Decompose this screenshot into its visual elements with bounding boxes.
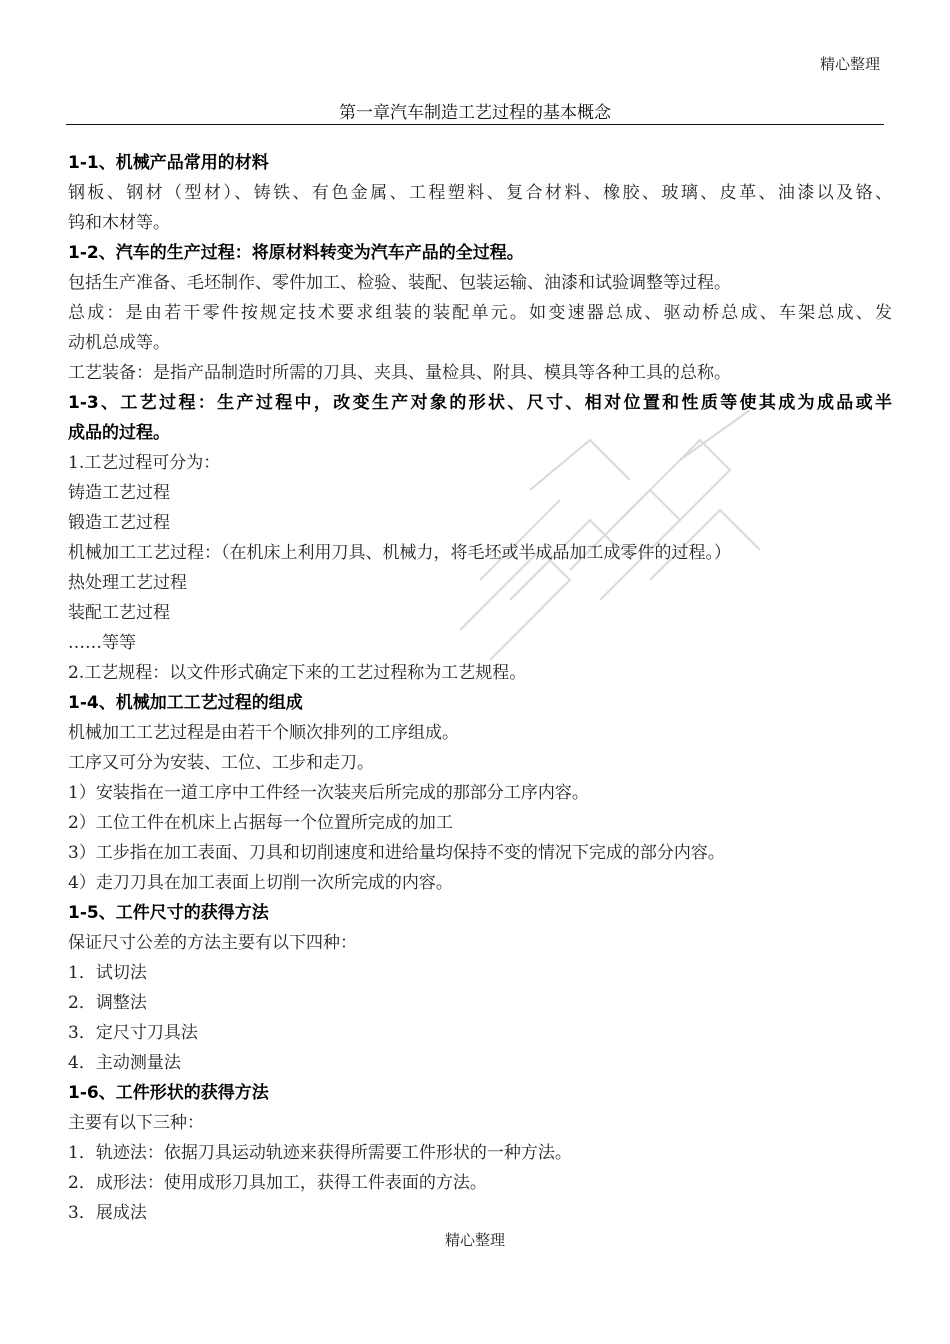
paragraph-line: 机械加工工艺过程是由若干个顺次排列的工序组成。 [68, 723, 459, 743]
paragraph-line: 主要有以下三种： [68, 1113, 204, 1133]
list-item: 锻造工艺过程 [68, 513, 170, 533]
section-heading-1-3: 1-3、工艺过程：生产过程中，改变生产对象的形状、尺寸、相对位置和性质等使其成为成品或半 [68, 393, 892, 413]
paragraph-line: 包括生产准备、毛坯制作、零件加工、检验、装配、包装运输、油漆和试验调整等过程。 [68, 273, 731, 293]
list-item: 3）工步指在加工表面、刀具和切削速度和进给量均保持不变的情况下完成的部分内容。 [68, 843, 725, 863]
list-item: 1．轨迹法：依据刀具运动轨迹来获得所需要工件形状的一种方法。 [68, 1143, 572, 1163]
list-item: 2．调整法 [68, 993, 147, 1013]
section-heading-1-2: 1-2、汽车的生产过程：将原材料转变为汽车产品的全过程。 [68, 243, 524, 263]
paragraph-line: 1.工艺过程可分为： [68, 453, 221, 473]
paragraph-line: 2.工艺规程：以文件形式确定下来的工艺过程称为工艺规程。 [68, 663, 527, 683]
list-item: 装配工艺过程 [68, 603, 170, 623]
list-item: 3．展成法 [68, 1203, 147, 1223]
paragraph-line: 工序又可分为安装、工位、工步和走刀。 [68, 753, 374, 773]
list-item: 热处理工艺过程 [68, 573, 187, 593]
paragraph-line: 工艺装备：是指产品制造时所需的刀具、夹具、量检具、附具、模具等各种工具的总称。 [68, 363, 731, 383]
paragraph-line: 总成：是由若干零件按规定技术要求组装的装配单元。如变速器总成、驱动桥总成、车架总成、发 [68, 303, 892, 323]
section-heading-1-6: 1-6、工件形状的获得方法 [68, 1083, 269, 1103]
footer-note: 精心整理 [444, 1231, 505, 1249]
list-item: 2）工位工件在机床上占据每一个位置所完成的加工 [68, 813, 453, 833]
section-heading-1-1: 1-1、机械产品常用的材料 [68, 153, 269, 173]
list-item: 机械加工工艺过程：（在机床上利用刀具、机械力，将毛坯或半成品加工成零件的过程。） [68, 543, 731, 563]
paragraph-line: 钨和木材等。 [68, 213, 170, 233]
document-body [68, 148, 892, 1228]
list-item: 2．成形法：使用成形刀具加工，获得工件表面的方法。 [68, 1173, 487, 1193]
paragraph-line: 动机总成等。 [68, 333, 170, 353]
list-item: 3．定尺寸刀具法 [68, 1023, 198, 1043]
title-divider [66, 124, 884, 125]
list-item: 4）走刀刀具在加工表面上切削一次所完成的内容。 [68, 873, 453, 893]
list-item: 1）安装指在一道工序中工件经一次装夹后所完成的那部分工序内容。 [68, 783, 589, 803]
section-heading-1-3-cont: 成品的过程。 [68, 423, 170, 443]
list-item: 4．主动测量法 [68, 1053, 181, 1073]
page-title: 第一章汽车制造工艺过程的基本概念 [339, 103, 611, 123]
paragraph-line: 钢板、钢材（型材）、铸铁、有色金属、工程塑料、复合材料、橡胶、玻璃、皮革、油漆以及铬、 [68, 183, 892, 203]
header-note: 精心整理 [819, 55, 880, 73]
list-item: ……等等 [68, 633, 136, 653]
paragraph-line: 保证尺寸公差的方法主要有以下四种： [68, 933, 357, 953]
list-item: 铸造工艺过程 [68, 483, 170, 503]
section-heading-1-4: 1-4、机械加工工艺过程的组成 [68, 693, 303, 713]
list-item: 1．试切法 [68, 963, 147, 983]
section-heading-1-5: 1-5、工件尺寸的获得方法 [68, 903, 269, 923]
